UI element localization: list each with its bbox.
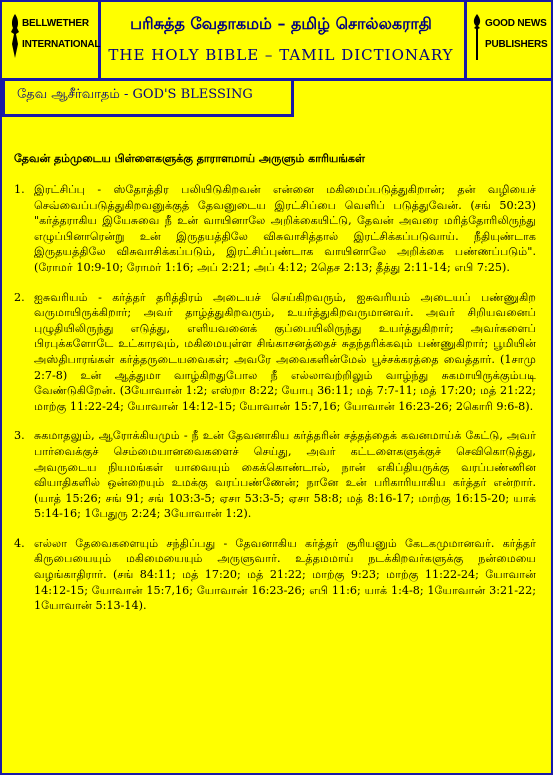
item-number: 2. bbox=[14, 290, 25, 304]
right-logo-line-2: PUBLISHERS bbox=[485, 39, 548, 50]
item-text: எல்லா தேவைகளையும் சந்திப்பது - தேவனாகிய கர்த்தர் சூரியனும் கேடகமுமானவர். கர்த்தர் கிருபையையும் மகிமையையும் அருளுவார். உத்தமமாய் நடக்கிறவர்களுக்கு நன்மையை வழங்காதிரார். (சங் 84:11; மத் 17:20; மத் 21:22; மாற்கு 9:23; மாற்கு 11:22-24; யோவான் 14:12-15; யோவான் 15:7,16; யோவான் 16:23-26; எபி 11:6; யாக் 1:4-8; 1யோவான் 3:21-22; 1யோவான் 5:13-14). bbox=[34, 536, 536, 613]
item-number: 4. bbox=[14, 536, 25, 550]
good-news-logo bbox=[464, 2, 553, 78]
blessing-list bbox=[14, 182, 536, 628]
list-item bbox=[14, 182, 536, 276]
section-box bbox=[2, 80, 294, 117]
torch-logo-icon bbox=[471, 14, 483, 60]
right-logo-line-1: GOOD NEWS bbox=[485, 18, 547, 29]
item-text: சுகமாதலும், ஆரோக்கியமும் - நீ உன் தேவனாகிய கர்த்தரின் சத்தத்தைக் கவனமாய்க் கேட்டு, அவர் பார்வைக்குச் செம்மையானவைகளைச் செய்து, அவர் கட்டளைகளுக்குச் செவிகொடுத்து, அவருடைய நியமங்கள் யாவையும் கைக்கொண்டால், நான் எகிப்தியருக்கு வரப்பண்ணின வியாதிகளில் ஒன்றையும் உமக்கு வரப்பண்ணேன்; நானே உன் பரிகாரியாகிய கர்த்தர் என்றார். (யாத் 15:26; சங் 91; சங் 103:3-5; ஏசா 53:3-5; ஏசா 58:8; மத் 8:16-17; மாற்கு 16:15-20; யாக் 5:14-16; 1பேதுரு 2:24; 3யோவான் 1:2). bbox=[34, 429, 536, 521]
section-label: தேவ ஆசீர்வாதம் - GOD'S BLESSING bbox=[17, 87, 253, 102]
content-heading: தேவன் தம்முடைய பிள்ளைகளுக்கு தாராளமாய் அருளும் காரியங்கள் bbox=[14, 152, 365, 165]
list-item bbox=[14, 428, 536, 522]
left-logo-line-1: BELLWETHER bbox=[22, 18, 89, 29]
item-text: ஐசுவரியம் - கர்த்தர் தரித்திரம் அடையச் செய்கிறவரும், ஐசுவரியம் அடையப் பண்ணுகிற வருமாயிருக்கிறார்; அவர் தாழ்த்துகிறவரும், உயர்த்துகிறவருமானவர். அவர் சிறியவனைப் புழுதியிலிருந்து எடுத்து, எளியவனைக் குப்பையிலிருந்து உயர்த்துகிறார்; அவர்களைப் பிரபுக்களோடே உட்காரவும், மகிமையுள்ள சிங்காசனத்தைச் சுதந்தரிக்கவும் பண்ணுகிறார்; பூமியின் அஸ்திபாரங்கள் கர்த்தருடையவைகள்; அவரே அவைகளின்மேல் பூச்சக்கரத்தை வைத்தார். (1சாமு 2:7-8) உன் ஆத்துமா வாழ்கிறதுபோல நீ எல்லாவற்றிலும் வாழ்ந்து சுகமாயிருக்கும்படி வேண்டுகிறேன். (3யோவான் 1:2; எஸ்றா 8:22; யோபு 36:11; மத் 7:7-11; மத் 17:20; மத் 21:22; மாற்கு 11:22-24; யோவான் 14:12-15; யோவான் 15:7,16; யோவான் 16:23-26; 2கொரி 9:6-8). bbox=[34, 290, 536, 413]
title-box bbox=[101, 2, 461, 78]
bellwether-logo bbox=[2, 2, 101, 78]
left-logo-line-2: INTERNATIONAL bbox=[22, 39, 101, 50]
list-item bbox=[14, 290, 536, 415]
ram-logo-icon bbox=[10, 14, 20, 58]
item-text: இரட்சிப்பு - ஸ்தோத்திர பலியிடுகிறவன் என்னை மகிமைப்படுத்துகிறான்; தன் வழியைச் செவ்வைப்படுத்துகிறவனுக்குத் தேவனுடைய இரட்சிப்பை வெளிப் படுத்துவேன். (சங் 50:23) "கர்த்தராகிய இயேசுவை நீ உன் வாயினாலே அறிக்கையிட்டு, தேவன் அவரை மரித்தோரிலிருந்து எழுப்பினாரென்று உன் இருதயத்திலே விசுவாசித்தால் இரட்சிக்கப்படுவாய். நீதியுண்டாக இருதயத்திலே விசுவாசிக்கப்படும், இரட்சிப்புண்டாக வாயினாலே அறிக்கை பண்ணப்படும்". (ரோமர் 10:9-10; ரோமர் 1:16; அப் 2:21; அப் 4:12; 2தெச 2:13; தீத்து 2:11-14; எபி 7:25). bbox=[34, 183, 536, 274]
title-tamil: பரிசுத்த வேதாகமம் – தமிழ் சொல்லகராதி bbox=[130, 14, 432, 33]
list-item bbox=[14, 536, 536, 614]
item-number: 1. bbox=[14, 183, 25, 196]
header bbox=[2, 2, 551, 81]
title-english: THE HOLY BIBLE – TAMIL DICTIONARY bbox=[108, 46, 454, 64]
item-number: 3. bbox=[14, 429, 25, 443]
